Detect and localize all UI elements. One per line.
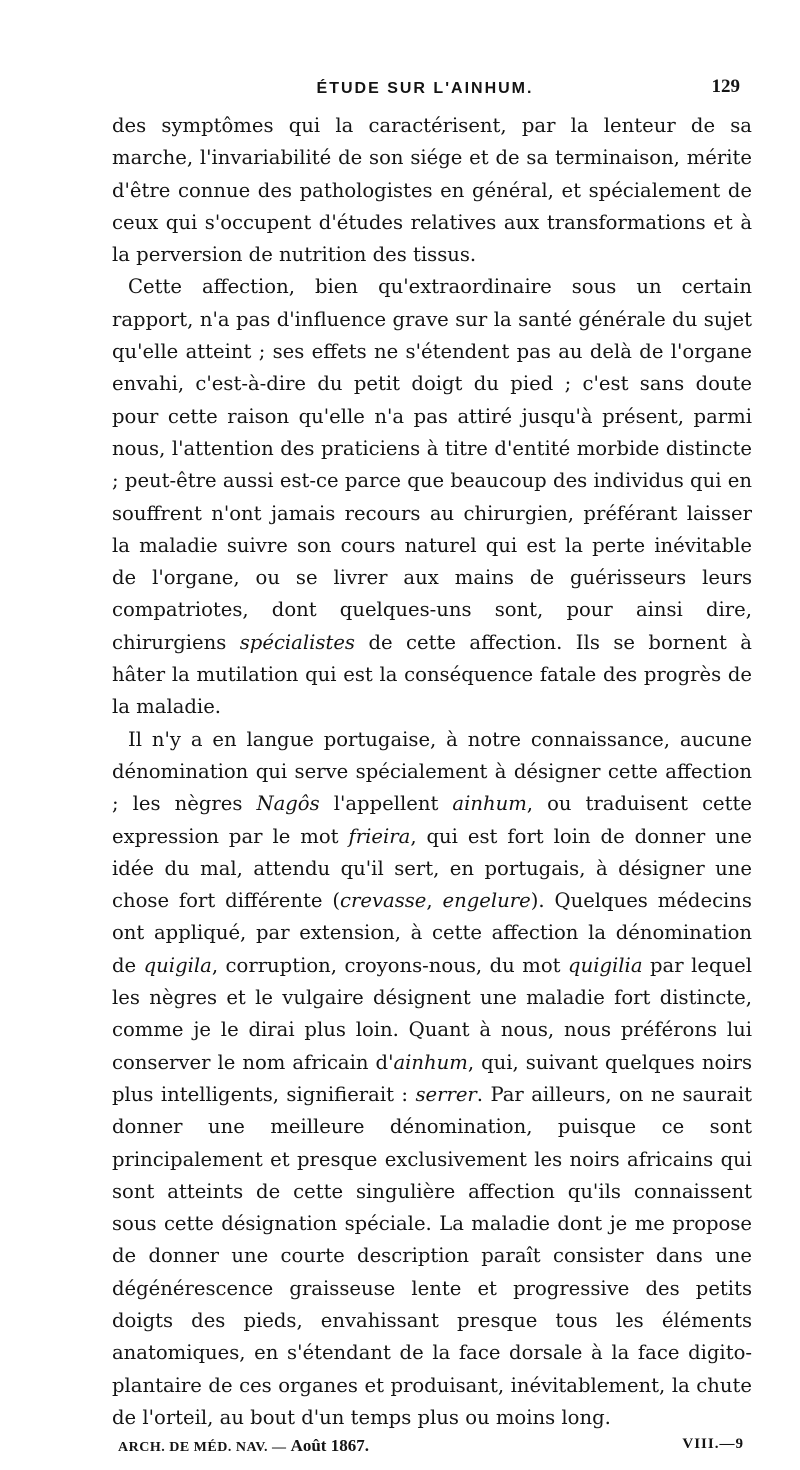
text-run: des symptômes qui la caractérisent, par la lenteur de sa marche, l'invariabilité de son siége et de sa terminaison, mérite d'être connue des pathologistes en général, et spécialement de ceux qui s'occupent d'études relatives aux transformations et à la perversion de nutrition des tissus. [112,114,752,267]
text-run: , ou traduisent cette expression par le mot [112,792,752,848]
text-run: Il n'y a en langue portugaise, à notre connaissance, aucune dénomination qui serve spécialement à désigner cette affection ; les nègres [112,727,752,816]
text-run: , [426,889,443,913]
italic-term: quigilia [568,953,643,977]
italic-term: frieira [348,824,411,848]
paragraph [112,724,752,1435]
paragraph [112,271,752,723]
text-run: Cette affection, bien qu'extraordinaire sous un certain rapport, n'a pas d'influence grave sur la santé générale du sujet qu'elle atteint ; ses effets ne s'étendent pas au delà de l'organe envahi, c'est-à-dire du petit doigt du pied ; c'est sans doute pour cette raison qu'elle n'a pas attiré jusqu'à présent, parmi nous, l'attention des praticiens à titre d'entité morbide distincte ; peut-être aussi est-ce parce que beaucoup des individus qui en souffrent n'ont jamais recours au chirurgien, préférant laisser la maladie suivre son cours naturel qui est la perte inévitable de l'organe, ou se livrer aux mains de guérisseurs leurs compatriotes, dont quelques-uns sont, pour ainsi dire, chirurgiens [112,275,752,654]
text-run: , qui est fort loin de donner une idée du mal, attendu qu'il sert, en portugais, à désigner une chose fort différente ( [112,824,753,913]
italic-term: engelure [442,889,531,913]
text-run: l'appellent [319,792,453,816]
text-run: , corruption, croyons-nous, du mot [211,953,569,977]
italic-term: serrer [415,1082,477,1106]
footer-signature: VIII.—9 [682,1436,744,1452]
text-run: par lequel les nègres et le vulgaire désignent une maladie fort distincte, comme je le dirai plus loin. Quant à nous, nous préférons lui conserver le nom africain d' [112,953,752,1074]
page-number: 129 [711,76,740,97]
italic-term: spécialistes [239,630,355,654]
italic-term: Nagôs [256,792,320,816]
running-head [110,76,740,104]
paragraph [112,110,752,271]
body-text [112,110,752,1434]
text-run: de cette affection. Ils se bornent à hâter la mutilation qui est la conséquence fatale des progrès de la maladie. [112,630,752,719]
italic-term: ainhum [393,1050,468,1074]
text-run: ). Quelques médecins ont appliqué, par extension, à cette affection la dénomination de [112,889,752,977]
text-run: , qui, suivant quelques noirs plus intelligents, signifierait : [112,1050,752,1106]
italic-term: crevasse [340,889,427,913]
footer-journal: ARCH. DE MÉD. NAV. — [118,1440,291,1455]
italic-term: quigila [143,953,212,977]
footer-journal-line [118,1436,369,1456]
page-footer [118,1434,744,1458]
running-title: ÉTUDE SUR L'AINHUM. [316,80,534,97]
footer-date: Août 1867. [290,1436,369,1455]
italic-term: ainhum [452,792,527,816]
text-run: . Par ailleurs, on ne saurait donner une meilleure dénomination, puisque ce sont principalement et presque exclusivement les noirs africains qui sont atteints de cette singulière affection qu'ils connaissent sous cette désignation spéciale. La maladie dont je me propose de donner une courte description paraît consister dans une dégénérescence graisseuse lente et progressive des petits doigts des pieds, envahissant presque tous les éléments anatomiques, en s'étendant de la face dorsale à la face digito-plantaire de ces organes et produisant, inévitablement, la chute de l'orteil, au bout d'un temps plus ou moins long. [112,1082,752,1429]
